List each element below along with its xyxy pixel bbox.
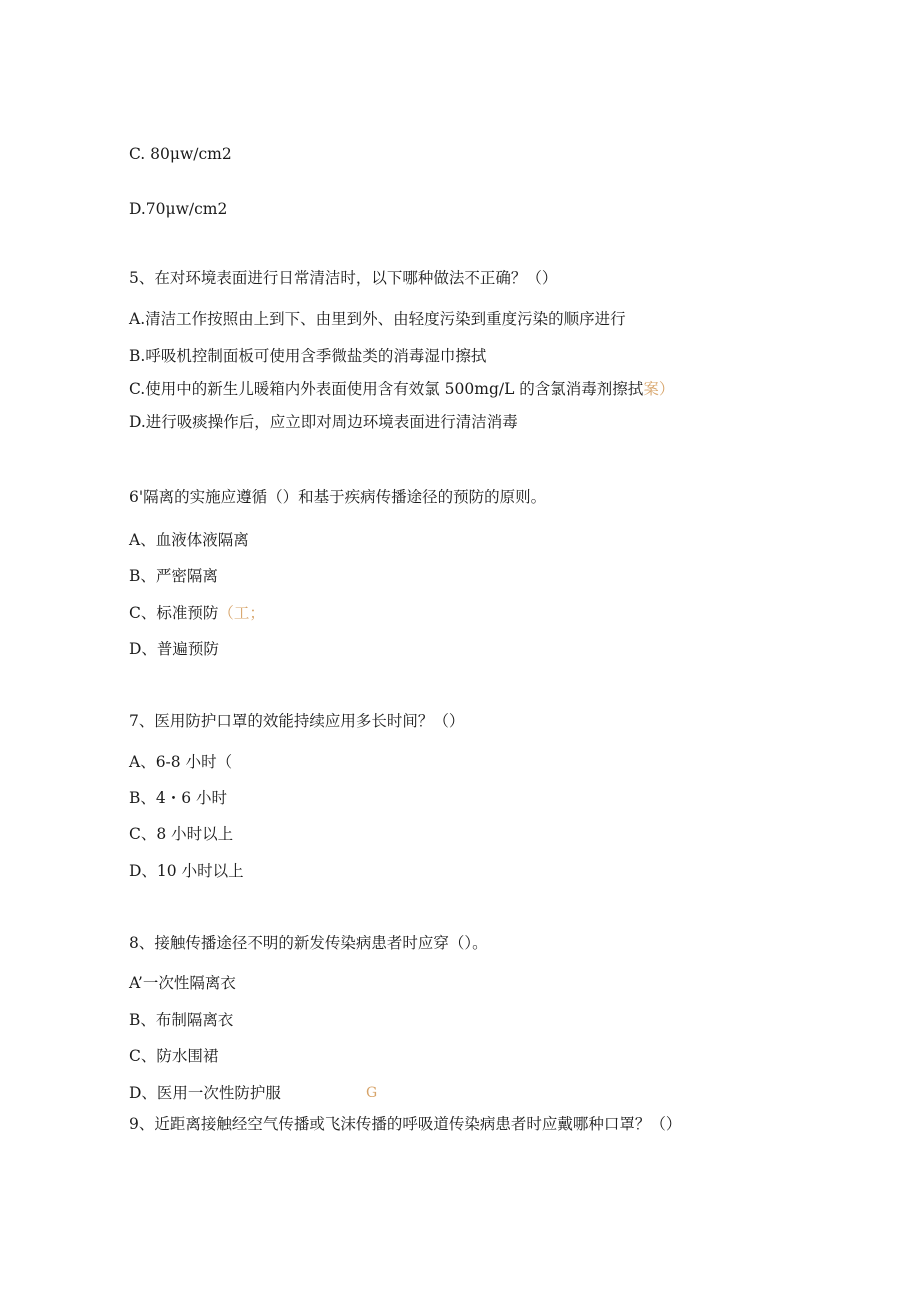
question-7-option-b: B、4・6 小时 [129, 789, 228, 807]
question-8-option-c: C、防水围裙 [129, 1047, 219, 1065]
question-6-option-c: C、标准预防（工； [129, 604, 265, 622]
option-c-80: C. 80μw∕cm2 [129, 145, 232, 163]
question-5-option-a: A.清洁工作按照由上到下、由里到外、由轻度污染到重度污染的顺序进行 [129, 310, 626, 328]
question-7-option-d: D、10 小时以上 [129, 862, 244, 880]
question-6-option-b: B、严密隔离 [129, 567, 218, 585]
question-5-option-c: C.使用中的新生儿暖箱内外表面使用含有效氯 500mg∕L 的含氯消毒剂擦拭案） [129, 380, 675, 398]
answer-mark: 案） [643, 380, 675, 398]
question-5-option-b: B.呼吸机控制面板可使用含季微盐类的消毒湿巾擦拭 [129, 347, 487, 365]
question-8-option-b: B、布制隔离衣 [129, 1011, 234, 1029]
question-8-option-d: D、医用一次性防护服 [129, 1084, 281, 1102]
question-6: 6'隔离的实施应遵循（）和基于疾病传播途径的预防的原则。 [129, 488, 547, 506]
question-9: 9、近距离接触经空气传播或飞沫传播的呼吸道传染病患者时应戴哪种口罩？（） [129, 1115, 682, 1133]
question-8: 8、接触传播途径不明的新发传染病患者时应穿（）。 [129, 934, 488, 952]
question-5: 5、在对环境表面进行日常清洁时，以下哪种做法不正确？（） [129, 269, 558, 287]
question-7-option-c: C、8 小时以上 [129, 825, 234, 843]
question-7-option-a: A、6-8 小时（ [129, 753, 233, 771]
option-d-70: D.70μw∕cm2 [129, 200, 228, 218]
question-8-option-a: A’一次性隔离衣 [129, 974, 236, 992]
stray-mark: G [366, 1085, 378, 1101]
question-6-option-a: A、血液体液隔离 [129, 531, 249, 549]
question-6-option-d: D、普遍预防 [129, 640, 219, 658]
question-7: 7、医用防护口罩的效能持续应用多长时间？（） [129, 712, 465, 730]
question-5-option-d: D.进行吸痰操作后，应立即对周边环境表面进行清洁消毒 [129, 413, 518, 431]
answer-mark: （工； [218, 604, 265, 622]
